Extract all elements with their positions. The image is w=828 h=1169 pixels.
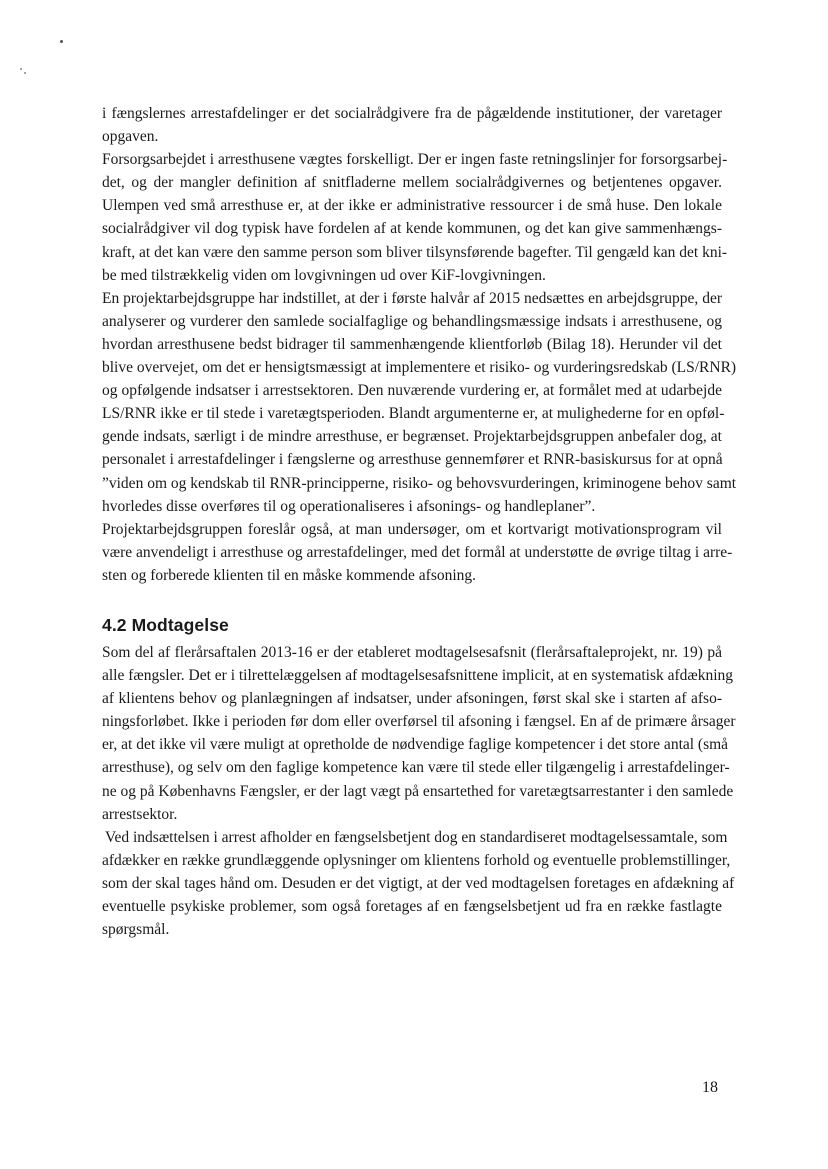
text-line: hvorledes disse overføres til og operationaliseres i afsonings- og handleplaner”. [102, 497, 596, 515]
text-line: LS/RNR ikke er til stede i varetægtsperioden. Blandt argumenterne er, at mulighederne for en opføl- [102, 405, 725, 423]
scan-speck [20, 68, 22, 70]
text-line: det, og der mangler definition af snitfladerne mellem socialrådgivernes og betjentenes opgaver. [102, 174, 722, 192]
paragraph [102, 826, 735, 941]
paragraph [102, 102, 722, 148]
text-line: eventuelle psykiske problemer, som også foretages af en fængselsbetjent ud fra en række fastlagte [102, 898, 722, 915]
text-line: og opfølgende indsatser i arrestsektoren. Den nuværende vurdering er, at formålet med at udarbejde [102, 382, 722, 400]
text-line: En projektarbejdsgruppe har indstillet, at der i første halvår af 2015 nedsættes en arbejdsgruppe, der [102, 289, 722, 307]
text-line: ne og på Københavns Fængsler, er der lagt vægt på ensartethed for varetægtsarrestanter i den samlede [102, 782, 734, 800]
paragraph [102, 148, 728, 287]
scan-speck [24, 72, 26, 74]
text-line: Projektarbejdsgruppen foreslår også, at man undersøger, om et kortvarigt motivationsprogram vil [102, 520, 722, 538]
text-line: Forsorgsarbejdet i arresthusene vægtes forskelligt. Der er ingen faste retningslinjer for forsorgsarbej- [102, 151, 728, 169]
text-line: alle fængsler. Det er i tilrettelæggelsen af modtagelsesafsnittene implicit, at en systematisk afdækning [102, 667, 734, 685]
text-line: kraft, at det kan være den samme person som bliver tilsynsførende bagefter. Til gengæld kan det kni- [102, 243, 728, 261]
text-line: afdækker en række grundlæggende oplysninger om klientens forhold og eventuelle problemstillinger, [102, 851, 731, 869]
paragraph [102, 641, 736, 826]
scan-speck [60, 40, 63, 43]
text-line: gende indsats, særligt i de mindre arresthuse, er begrænset. Projektarbejdsgruppen anbefaler dog, at [102, 428, 722, 446]
text-line: socialrådgiver vil dog typisk have fordelen af at kende kommunen, og det kan give sammenhængs- [102, 220, 722, 238]
text-line: som der skal tages hånd om. Desuden er det vigtigt, at der ved modtagelsen foretages en afdækning af [102, 874, 735, 892]
text-line: analyserer og vurderer den samlede socialfaglige og behandlingsmæssige indsats i arresthusene, og [102, 312, 722, 330]
paragraph [102, 287, 737, 518]
text-line: være anvendeligt i arresthuse og arrestafdelinger, med det formål at understøtte de øvrige tiltag i arre- [102, 543, 733, 561]
section-heading: 4.2 Modtagelse [102, 614, 229, 635]
text-line: Som del af flerårsaftalen 2013-16 er der etableret modtagelsesafsnit (flerårsaftaleprojekt, nr. 19) på [102, 643, 722, 661]
page-number: 18 [702, 1079, 718, 1096]
text-line: arrestsektor. [102, 805, 178, 823]
text-line: be med tilstrækkelig viden om lovgivningen ud over KiF-lovgivningen. [102, 266, 546, 284]
text-line: er, at det ikke vil være muligt at opretholde de nødvendige faglige kompetencer i det store antal (små [102, 736, 729, 754]
text-line: blive overvejet, om det er hensigtsmæssigt at implementere et risiko- og vurderingsredskab (LS/RNR) [102, 359, 737, 377]
text-line: hvordan arresthusene bedst bidrager til sammenhængende klientforløb (Bilag 18). Herunder vil det [102, 335, 722, 353]
text-line: personalet i arrestafdelinger i fængslerne og arresthuse gennemfører et RNR-basiskursus for at opnå [102, 451, 723, 469]
text-line: sten og forberede klienten til en måske kommende afsoning. [102, 566, 477, 584]
text-line: Ulempen ved små arresthuse er, at der ikke er administrative ressourcer i de små huse. Den lokale [102, 197, 722, 215]
text-line: i fængslernes arrestafdelinger er det socialrådgivere fra de pågældende institutioner, der varetager [102, 105, 722, 122]
text-line: arresthuse), og selv om den faglige kompetence kan være til stede eller tilgængelig i arrestafdelinger- [102, 759, 730, 777]
paragraph [102, 518, 733, 587]
text-line: Ved indsættelsen i arrest afholder en fængselsbetjent dog en standardiseret modtagelsessamtale, som [105, 828, 728, 846]
text-line: opgaven. [102, 128, 159, 146]
text-line: af klientens behov og planlægningen af indsatser, under afsoningen, først skal ske i starten af afso- [102, 690, 722, 708]
text-line: ningsforløbet. Ikke i perioden før dom eller overførsel til afsoning i fængsel. En af de primære årsager [102, 713, 736, 731]
document-page [102, 102, 737, 941]
text-line: ”viden om og kendskab til RNR-principperne, risiko- og behovsvurderingen, kriminogene behov samt [102, 474, 737, 492]
text-line: spørgsmål. [102, 921, 170, 939]
